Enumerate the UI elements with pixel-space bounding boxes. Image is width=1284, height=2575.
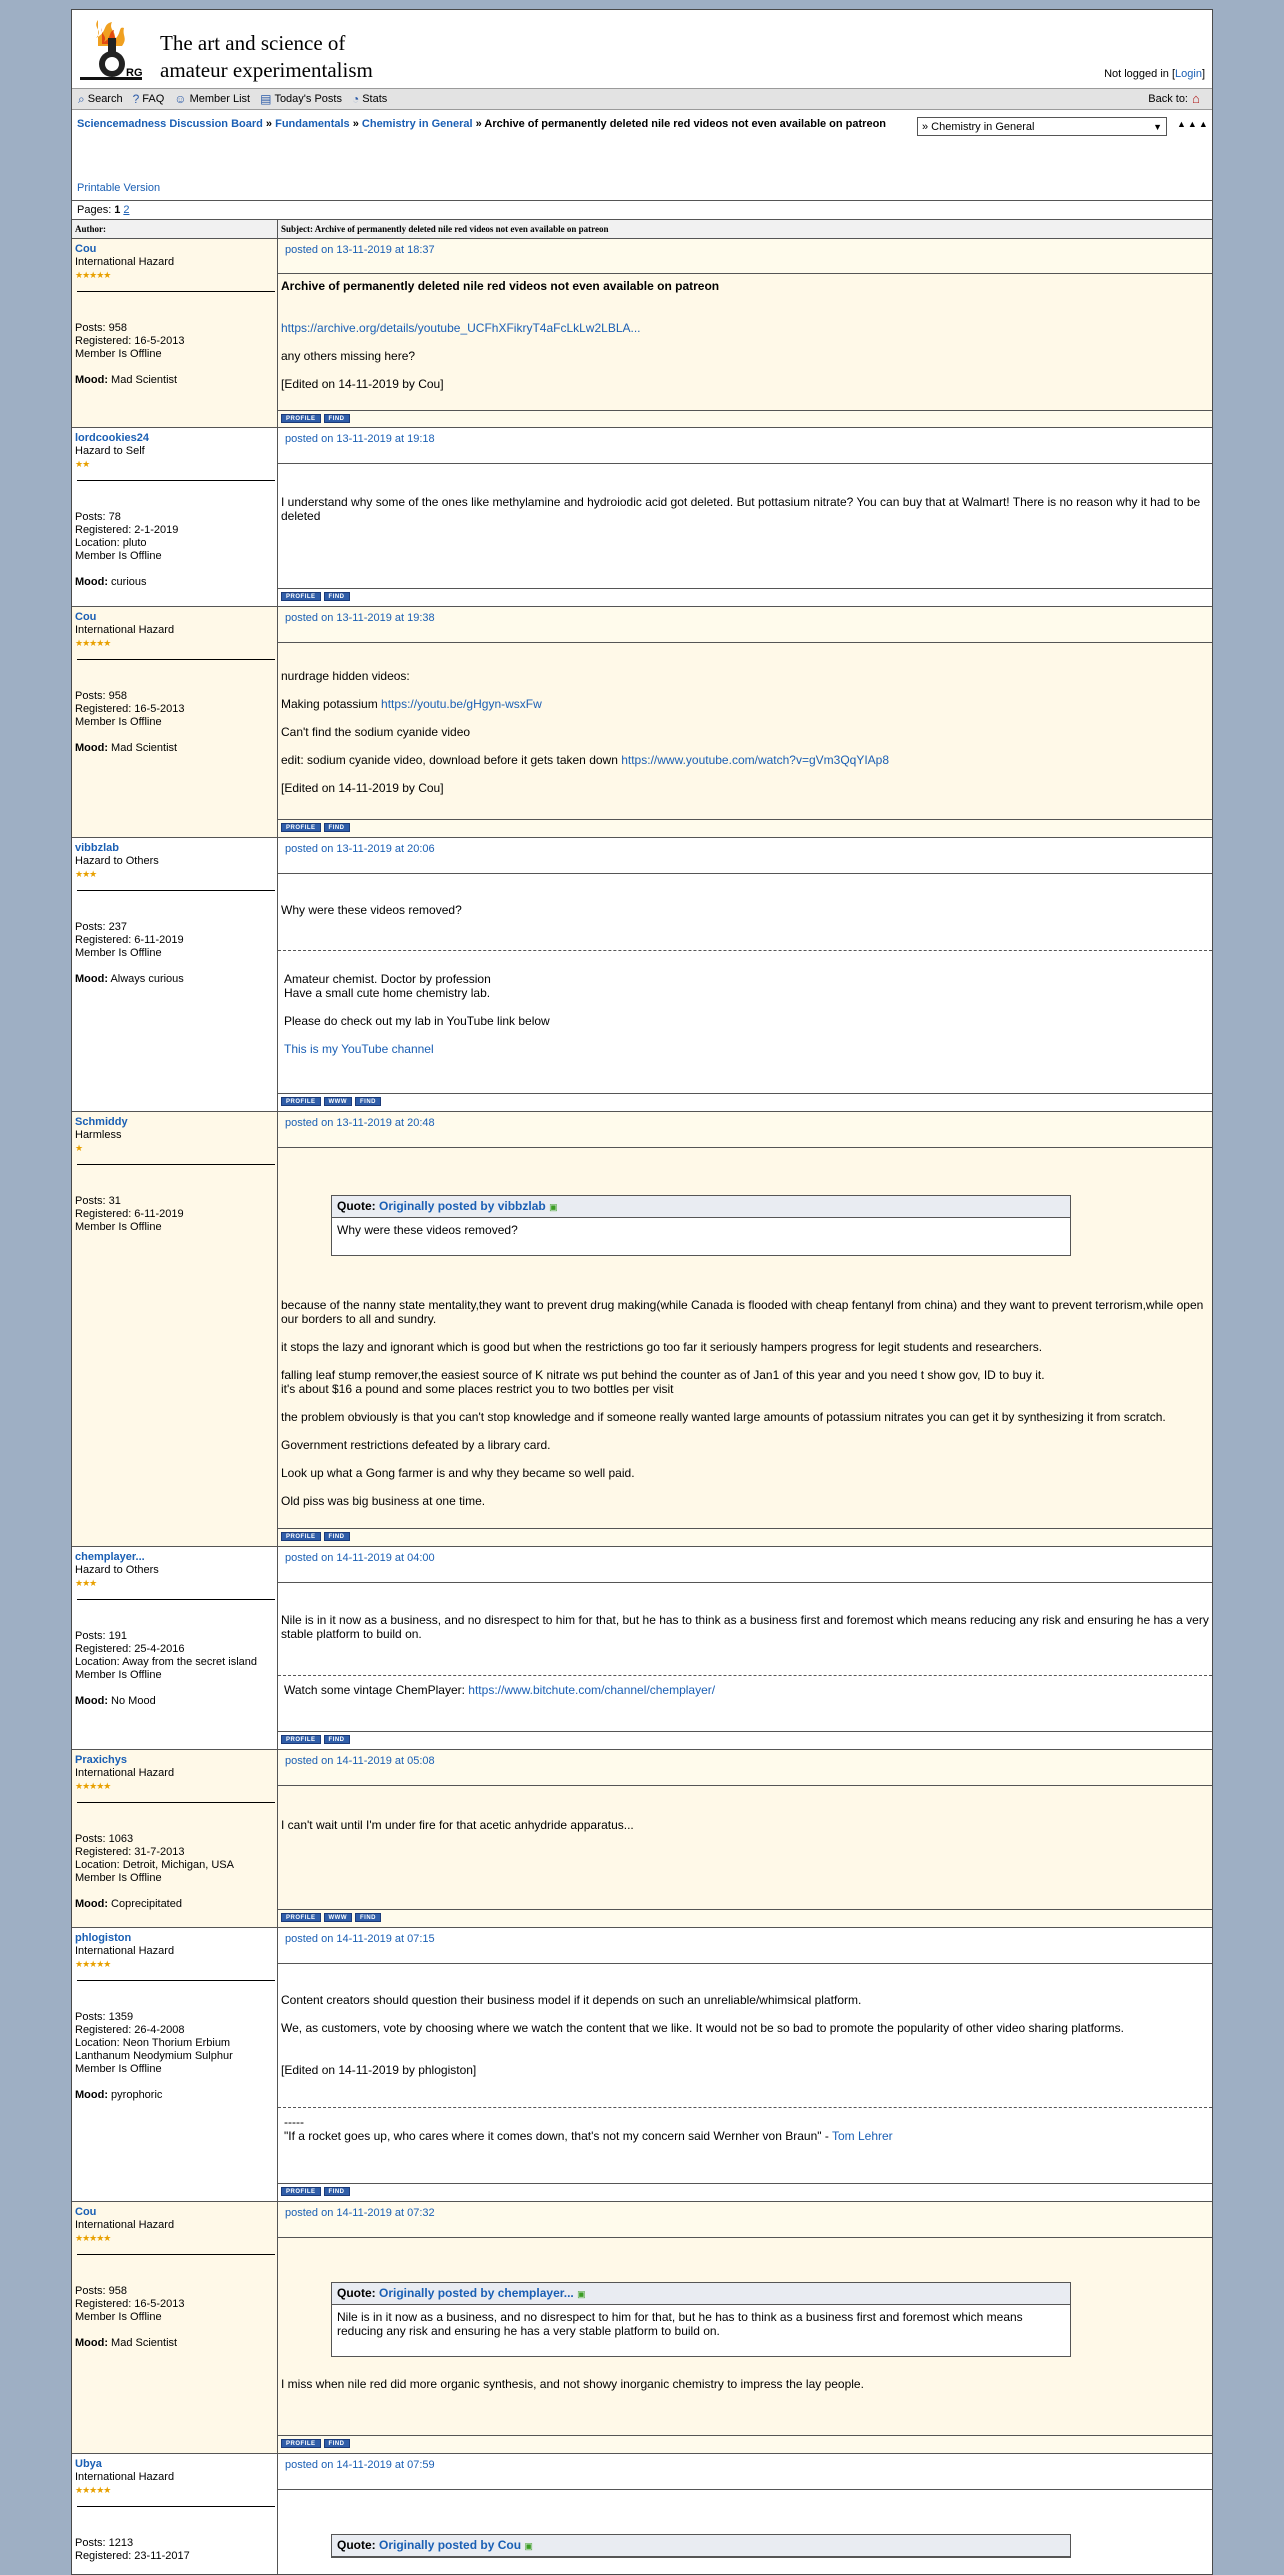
quote-text: Nile is in it now as a business, and no disrespect to him for that, but he has to think as a business first and foremost which means reducing any risk and ensuring he has a very stable platform to build on. — [332, 2305, 1070, 2356]
author-status: Member Is Offline — [75, 1872, 162, 1884]
author-location-cont: Lanthanum Neodymium Sulphur — [75, 2050, 233, 2062]
post-text: Can't find the sodium cyanide video — [281, 725, 471, 739]
post-content — [278, 1928, 1212, 2201]
divider — [77, 2506, 275, 2507]
author-posts: Posts: 78 — [75, 511, 121, 523]
breadcrumb: Sciencemadness Discussion Board » Fundamentals » Chemistry in General » Archive of permanently deleted nile red videos not even available on patreon — [77, 118, 887, 130]
post — [72, 607, 1212, 838]
post — [72, 2454, 1212, 2574]
post-content — [278, 838, 1212, 1111]
rank-stars: ★★★★★ — [75, 2233, 111, 2243]
site-tagline-1: The art and science of — [160, 31, 346, 55]
mood-label: Mood: — [75, 2337, 108, 2349]
mood-value: pyrophoric — [111, 2089, 163, 2101]
search-icon: ⌕ — [78, 91, 85, 106]
author-name[interactable]: lordcookies24 — [75, 432, 149, 444]
goto-icon[interactable]: ▣ — [577, 2289, 586, 2299]
post-text: Nile is in it now as a business, and no disrespect to him for that, but he has to think as a business first and foremost which means reducing any risk and ensuring he has a very stable platform to build on. — [281, 1613, 1209, 1641]
author-rank: Harmless — [75, 1129, 122, 1141]
post-date: posted on 13-11-2019 at 20:06 — [278, 838, 1212, 874]
author-posts: Posts: 31 — [75, 1195, 121, 1207]
members-icon: ☺ — [174, 92, 187, 106]
post-author-info — [72, 1750, 278, 1927]
nav-stats[interactable] — [352, 92, 387, 106]
quote-header — [332, 1196, 1070, 1218]
post-edit-note: [Edited on 14-11-2019 by Cou] — [281, 781, 444, 795]
post-text: Government restrictions defeated by a library card. — [281, 1438, 551, 1452]
author-rank: Hazard to Others — [75, 1564, 159, 1576]
post-date: posted on 13-11-2019 at 20:48 — [278, 1112, 1212, 1148]
author-posts: Posts: 958 — [75, 690, 127, 702]
pages-label: Pages: — [77, 204, 112, 216]
nav-member-list-label: Member List — [189, 93, 251, 105]
profile-button[interactable]: PROFILE — [281, 414, 321, 423]
post-actions — [278, 1909, 1212, 1927]
post-text: Content creators should question their business model if it depends on such an unreliable/whimsical platform. — [281, 1993, 862, 2007]
mood-label: Mood: — [75, 1695, 108, 1707]
mood-label: Mood: — [75, 374, 108, 386]
quote-label: Quote: — [337, 1199, 376, 1213]
post-actions — [278, 410, 1212, 427]
post-body — [278, 464, 1212, 588]
find-button[interactable]: FIND — [324, 2187, 350, 2196]
post-content — [278, 1112, 1212, 1546]
divider — [77, 1980, 275, 1981]
post-text: falling leaf stump remover,the easiest source of K nitrate ws put behind the counter as of Jan1 of this year and you need t show gov, ID to buy it. — [281, 1368, 1045, 1382]
author-status: Member Is Offline — [75, 550, 162, 562]
author-posts: Posts: 1063 — [75, 1833, 134, 1845]
author-mood — [75, 973, 274, 986]
post-text: the problem obviously is that you can't stop knowledge and if someone really wanted large amounts of potassium nitrates you can get it by synthesizing it from scratch. — [281, 1410, 1166, 1424]
post — [72, 838, 1212, 1112]
author-registered: Registered: 25-4-2016 — [75, 1643, 185, 1655]
author-name[interactable]: phlogiston — [75, 1932, 132, 1944]
nav-faq[interactable] — [133, 92, 165, 106]
profile-button[interactable]: PROFILE — [281, 2439, 321, 2448]
profile-button[interactable]: PROFILE — [281, 2187, 321, 2196]
quote-source-link[interactable]: Originally posted by Cou — [379, 2538, 522, 2552]
post-content — [278, 428, 1212, 606]
signature-line: Amateur chemist. Doctor by profession — [284, 972, 491, 986]
rank-stars: ★★★ — [75, 1578, 97, 1588]
mood-label: Mood: — [75, 1898, 108, 1910]
find-button[interactable]: FIND — [324, 1735, 350, 1744]
find-button[interactable]: FIND — [355, 1097, 381, 1106]
post-actions — [278, 1528, 1212, 1546]
post-title: Archive of permanently deleted nile red videos not even available on patreon — [281, 279, 720, 294]
post-author-info — [72, 607, 278, 837]
author-name[interactable]: Ubya — [75, 2458, 102, 2470]
author-name[interactable]: Praxichys — [75, 1754, 127, 1766]
author-location: Location: pluto — [75, 537, 147, 549]
post-text: Old piss was big business at one time. — [281, 1494, 486, 1508]
profile-button[interactable]: PROFILE — [281, 592, 321, 601]
mood-value: curious — [111, 576, 147, 588]
user-signature — [278, 950, 1212, 1056]
post-body — [278, 1583, 1212, 1731]
post-body — [278, 643, 1212, 819]
nav-stats-label: Stats — [362, 93, 388, 105]
post-actions — [278, 1731, 1212, 1749]
post-body — [278, 2238, 1212, 2435]
post-author-info — [72, 1547, 278, 1749]
chemplayer-link[interactable]: https://www.bitchute.com/channel/chemplayer/ — [468, 1683, 716, 1697]
author-location: Location: Neon Thorium Erbium — [75, 2037, 231, 2049]
rank-stars: ★★★★★ — [75, 1781, 111, 1791]
find-button[interactable]: FIND — [324, 414, 350, 423]
mood-value: No Mood — [111, 1695, 156, 1707]
home-icon[interactable]: ⌂ — [1192, 91, 1200, 106]
author-mood — [75, 742, 274, 755]
nav-search-label: Search — [87, 93, 123, 105]
divider — [77, 291, 275, 292]
author-mood — [75, 2089, 274, 2102]
post-content — [278, 607, 1212, 837]
signature-line: "If a rocket goes up, who cares where it comes down, that's not my concern said Wernher von Braun" - — [284, 2129, 832, 2143]
author-status: Member Is Offline — [75, 2063, 162, 2075]
pagination — [72, 200, 1212, 220]
nav-todays-posts-label: Today's Posts — [274, 93, 342, 105]
post-text: because of the nanny state mentality,they want to prevent drug making(while Canada is flooded with cheap fentanyl from china) and they want to prevent terrorism,while open our borders to all and sundry. — [281, 1298, 1204, 1326]
author-mood — [75, 576, 274, 589]
author-registered: Registered: 6-11-2019 — [75, 934, 184, 946]
post-body — [278, 1964, 1212, 2183]
author-rank: International Hazard — [75, 2471, 175, 2483]
post-author-info — [72, 1112, 278, 1546]
rank-stars: ★★★★★ — [75, 638, 111, 648]
author-rank: Hazard to Others — [75, 855, 159, 867]
back-to-label: Back to: — [1148, 93, 1188, 105]
find-button[interactable]: FIND — [355, 1913, 381, 1922]
stats-icon: ◔ — [351, 92, 360, 106]
post-body — [278, 274, 1212, 410]
post-date: posted on 14-11-2019 at 07:15 — [278, 1928, 1212, 1964]
post-text: I can't wait until I'm under fire for that acetic anhydride apparatus... — [281, 1818, 634, 1832]
mood-label: Mood: — [75, 2089, 108, 2101]
find-button[interactable]: FIND — [324, 2439, 350, 2448]
rank-stars: ★★★★★ — [75, 1959, 111, 1969]
author-mood — [75, 1898, 274, 1911]
goto-icon[interactable]: ▣ — [524, 2541, 533, 2551]
author-rank: International Hazard — [75, 256, 175, 268]
rank-stars: ★★★★★ — [75, 270, 111, 280]
post-link[interactable]: https://www.youtube.com/watch?v=gVm3QqYIAp8 — [621, 753, 890, 767]
author-rank: International Hazard — [75, 1767, 175, 1779]
page-container — [71, 9, 1213, 2575]
author-rank: Hazard to Self — [75, 445, 145, 457]
post — [72, 428, 1212, 607]
divider — [77, 1802, 275, 1803]
breadcrumb-forum[interactable]: Chemistry in General — [361, 118, 473, 130]
back-to — [1148, 93, 1206, 105]
post-text: We, as customers, vote by choosing where we watch the content that we like. It would not be so bad to promote the popularity of other video sharing platforms. — [281, 2021, 1124, 2035]
page-current: 1 — [114, 204, 121, 216]
divider — [77, 659, 275, 660]
author-name[interactable]: Cou — [75, 2206, 97, 2218]
quote-header — [332, 2535, 1070, 2557]
post-text-span: Making potassium — [281, 697, 382, 711]
quote-block — [331, 1195, 1071, 1256]
post-text — [281, 753, 1209, 767]
post — [72, 239, 1212, 428]
author-posts: Posts: 958 — [75, 322, 127, 334]
post-body — [278, 1148, 1212, 1528]
breadcrumb-section[interactable]: Fundamentals — [275, 118, 350, 130]
find-button[interactable]: FIND — [324, 592, 350, 601]
nav-todays-posts[interactable] — [260, 92, 342, 106]
page-icon: ▤ — [260, 92, 272, 106]
post-content — [278, 239, 1212, 427]
post-body — [278, 2490, 1212, 2574]
find-button[interactable]: FIND — [324, 823, 350, 832]
mood-value: Mad Scientist — [111, 742, 178, 754]
divider — [77, 2254, 275, 2255]
author-mood — [75, 2337, 274, 2350]
page-link-2[interactable]: 2 — [123, 204, 130, 216]
subject-column-header: Subject: Archive of permanently deleted nile red videos not even available on patreon — [281, 224, 609, 234]
rank-stars: ★★★★★ — [75, 2485, 111, 2495]
rank-stars: ★★ — [75, 459, 90, 469]
post-content — [278, 2202, 1212, 2453]
author-posts: Posts: 237 — [75, 921, 127, 933]
www-button[interactable]: WWW — [324, 1097, 353, 1106]
post — [72, 2202, 1212, 2454]
mood-label: Mood: — [75, 576, 108, 588]
post — [72, 1928, 1212, 2202]
post-date: posted on 14-11-2019 at 07:59 — [278, 2454, 1212, 2490]
logo-text: RG — [126, 67, 143, 79]
faq-icon: ? — [132, 92, 140, 106]
author-status: Member Is Offline — [75, 1669, 162, 1681]
post-text: I understand why some of the ones like methylamine and hydroiodic acid got deleted. But pottasium nitrate? You can buy that at Walmart! There is no reason why it had to be deleted — [281, 495, 1201, 523]
post-text: it's about $16 a pound and some places restrict you to two bottles per visit — [281, 1382, 674, 1396]
post-text — [281, 697, 1209, 711]
profile-button[interactable]: PROFILE — [281, 823, 321, 832]
author-posts: Posts: 191 — [75, 1630, 127, 1642]
author-registered: Registered: 16-5-2013 — [75, 2298, 185, 2310]
post-edit-note: [Edited on 14-11-2019 by phlogiston] — [281, 2063, 477, 2077]
post-date: posted on 13-11-2019 at 19:38 — [278, 607, 1212, 643]
author-registered: Registered: 6-11-2019 — [75, 1208, 184, 1220]
thread-column-header — [72, 220, 1212, 239]
post-text-span: edit: sodium cyanide video, download before it gets taken down — [281, 753, 622, 767]
author-name[interactable]: Cou — [75, 611, 97, 623]
profile-button[interactable]: PROFILE — [281, 1097, 321, 1106]
post-content — [278, 1750, 1212, 1927]
post-actions — [278, 2435, 1212, 2453]
post-date: posted on 14-11-2019 at 04:00 — [278, 1547, 1212, 1583]
author-registered: Registered: 16-5-2013 — [75, 335, 185, 347]
post — [72, 1547, 1212, 1750]
breadcrumb-area — [72, 110, 1212, 200]
user-signature — [278, 2107, 1212, 2143]
post-content — [278, 2454, 1212, 2574]
author-status: Member Is Offline — [75, 1221, 162, 1233]
post-author-info — [72, 1928, 278, 2201]
post-text: nurdrage hidden videos: — [281, 669, 410, 683]
login-status-text: Not logged in — [1104, 68, 1169, 80]
nav-bar — [72, 88, 1212, 110]
rank-stars: ★ — [75, 1143, 83, 1153]
mood-value: Coprecipitated — [111, 1898, 182, 1910]
author-registered: Registered: 16-5-2013 — [75, 703, 185, 715]
author-registered: Registered: 23-11-2017 — [75, 2550, 190, 2562]
mood-value: Mad Scientist — [111, 374, 178, 386]
goto-icon[interactable]: ▣ — [549, 1202, 558, 1212]
divider — [77, 1164, 275, 1165]
post-author-info — [72, 428, 278, 606]
forum-jump-value: » Chemistry in General — [922, 120, 1035, 133]
post-actions — [278, 1093, 1212, 1111]
post-author-info — [72, 239, 278, 427]
nav-member-list[interactable] — [174, 92, 250, 106]
signature-line: Watch some vintage ChemPlayer: — [284, 1683, 469, 1697]
post-text: I miss when nile red did more organic synthesis, and not showy inorganic chemistry to impress the lay people. — [281, 2377, 864, 2391]
printable-version-link[interactable]: Printable Version — [77, 182, 161, 194]
post-link[interactable]: https://archive.org/details/youtube_UCFhXFikryT4aFcLkLw2LBLA... — [281, 321, 641, 336]
post-author-info — [72, 2454, 278, 2574]
author-column-header: Author: — [72, 220, 278, 238]
mood-label: Mood: — [75, 973, 108, 985]
youtube-channel-link[interactable]: This is my YouTube channel — [284, 1042, 434, 1056]
divider — [77, 480, 275, 481]
author-location: Location: Detroit, Michigan, USA — [75, 1859, 234, 1871]
login-link[interactable]: Login — [1175, 68, 1202, 80]
quote-header — [332, 2283, 1070, 2305]
author-registered: Registered: 31-7-2013 — [75, 1846, 185, 1858]
post-body — [278, 1786, 1212, 1909]
author-rank: International Hazard — [75, 2219, 175, 2231]
author-mood — [75, 374, 274, 387]
post-date: posted on 14-11-2019 at 05:08 — [278, 1750, 1212, 1786]
logo-flask-icon[interactable] — [78, 16, 144, 82]
post-actions — [278, 588, 1212, 606]
author-name[interactable]: chemplayer... — [75, 1551, 145, 1563]
chevron-down-icon: ▼ — [1153, 121, 1162, 132]
author-status: Member Is Offline — [75, 2311, 162, 2323]
breadcrumb-board[interactable]: Sciencemadness Discussion Board — [77, 118, 263, 130]
quote-block — [331, 2534, 1071, 2558]
breadcrumb-thread: Archive of permanently deleted nile red videos not even available on patreon — [484, 118, 887, 130]
post-text: it stops the lazy and ignorant which is good but when the restrictions go too far it seriously hampers progress for legit students and researchers. — [281, 1340, 1043, 1354]
author-registered: Registered: 2-1-2019 — [75, 524, 179, 536]
author-name[interactable]: vibbzlab — [75, 842, 120, 854]
author-status: Member Is Offline — [75, 947, 162, 959]
profile-button[interactable]: PROFILE — [281, 1735, 321, 1744]
quote-source-link[interactable]: Originally posted by chemplayer... — [379, 2286, 574, 2300]
login-status: Not logged in [Login] — [1104, 68, 1205, 80]
author-name[interactable]: Cou — [75, 243, 97, 255]
post-edit-note: [Edited on 14-11-2019 by Cou] — [281, 377, 444, 392]
author-posts: Posts: 958 — [75, 2285, 127, 2297]
site-tagline-2: amateur experimentalism — [160, 58, 373, 82]
profile-button[interactable]: PROFILE — [281, 1913, 321, 1922]
post-link[interactable]: https://youtu.be/gHgyn-wsxFw — [381, 697, 542, 711]
author-rank: International Hazard — [75, 624, 175, 636]
rank-stars: ★★★ — [75, 869, 97, 879]
quote-label: Quote: — [337, 2286, 376, 2300]
tom-lehrer-link[interactable]: Tom Lehrer — [831, 2129, 893, 2143]
signature-line: Please do check out my lab in YouTube link below — [284, 1014, 550, 1028]
post — [72, 1750, 1212, 1928]
www-button[interactable]: WWW — [324, 1913, 353, 1922]
post-date: posted on 13-11-2019 at 19:18 — [278, 428, 1212, 464]
author-posts: Posts: 1359 — [75, 2011, 134, 2023]
post-content — [278, 1547, 1212, 1749]
post-actions — [278, 819, 1212, 837]
post-date: posted on 13-11-2019 at 18:37 — [278, 239, 1212, 274]
author-location: Location: Away from the secret island — [75, 1656, 258, 1668]
divider — [77, 1599, 275, 1600]
post-text: any others missing here? — [281, 349, 416, 364]
site-header — [72, 10, 1212, 88]
post-author-info — [72, 838, 278, 1111]
post-text: Look up what a Gong farmer is and why they became so well paid. — [281, 1466, 635, 1480]
user-signature — [278, 1675, 1212, 1697]
post-author-info — [72, 2202, 278, 2453]
thread-arrows[interactable]: ▲▲▲ — [1177, 119, 1210, 129]
post-actions — [278, 2183, 1212, 2201]
author-status: Member Is Offline — [75, 716, 162, 728]
divider — [77, 890, 275, 891]
author-registered: Registered: 26-4-2008 — [75, 2024, 185, 2036]
nav-faq-label: FAQ — [142, 93, 165, 105]
author-status: Member Is Offline — [75, 348, 162, 360]
post — [72, 1112, 1212, 1547]
mood-value: Always curious — [110, 973, 184, 985]
profile-button[interactable]: PROFILE — [281, 1532, 321, 1541]
post-date: posted on 14-11-2019 at 07:32 — [278, 2202, 1212, 2238]
quote-source-link[interactable]: Originally posted by vibbzlab — [379, 1199, 546, 1213]
quote-text: Why were these videos removed? — [332, 1218, 1070, 1255]
post-body — [278, 874, 1212, 1093]
quote-block — [331, 2282, 1071, 2357]
signature-line: ----- — [284, 2115, 304, 2129]
author-rank: International Hazard — [75, 1945, 175, 1957]
signature-quote — [284, 2129, 1206, 2143]
quote-label: Quote: — [337, 2538, 376, 2552]
forum-jump-select[interactable] — [917, 117, 1167, 136]
author-mood — [75, 1695, 274, 1708]
find-button[interactable]: FIND — [324, 1532, 350, 1541]
mood-label: Mood: — [75, 742, 108, 754]
nav-search[interactable] — [78, 92, 123, 107]
author-posts: Posts: 1213 — [75, 2537, 134, 2549]
post-text: Why were these videos removed? — [281, 903, 462, 917]
signature-line: Have a small cute home chemistry lab. — [284, 986, 491, 1000]
mood-value: Mad Scientist — [111, 2337, 178, 2349]
author-name[interactable]: Schmiddy — [75, 1116, 128, 1128]
